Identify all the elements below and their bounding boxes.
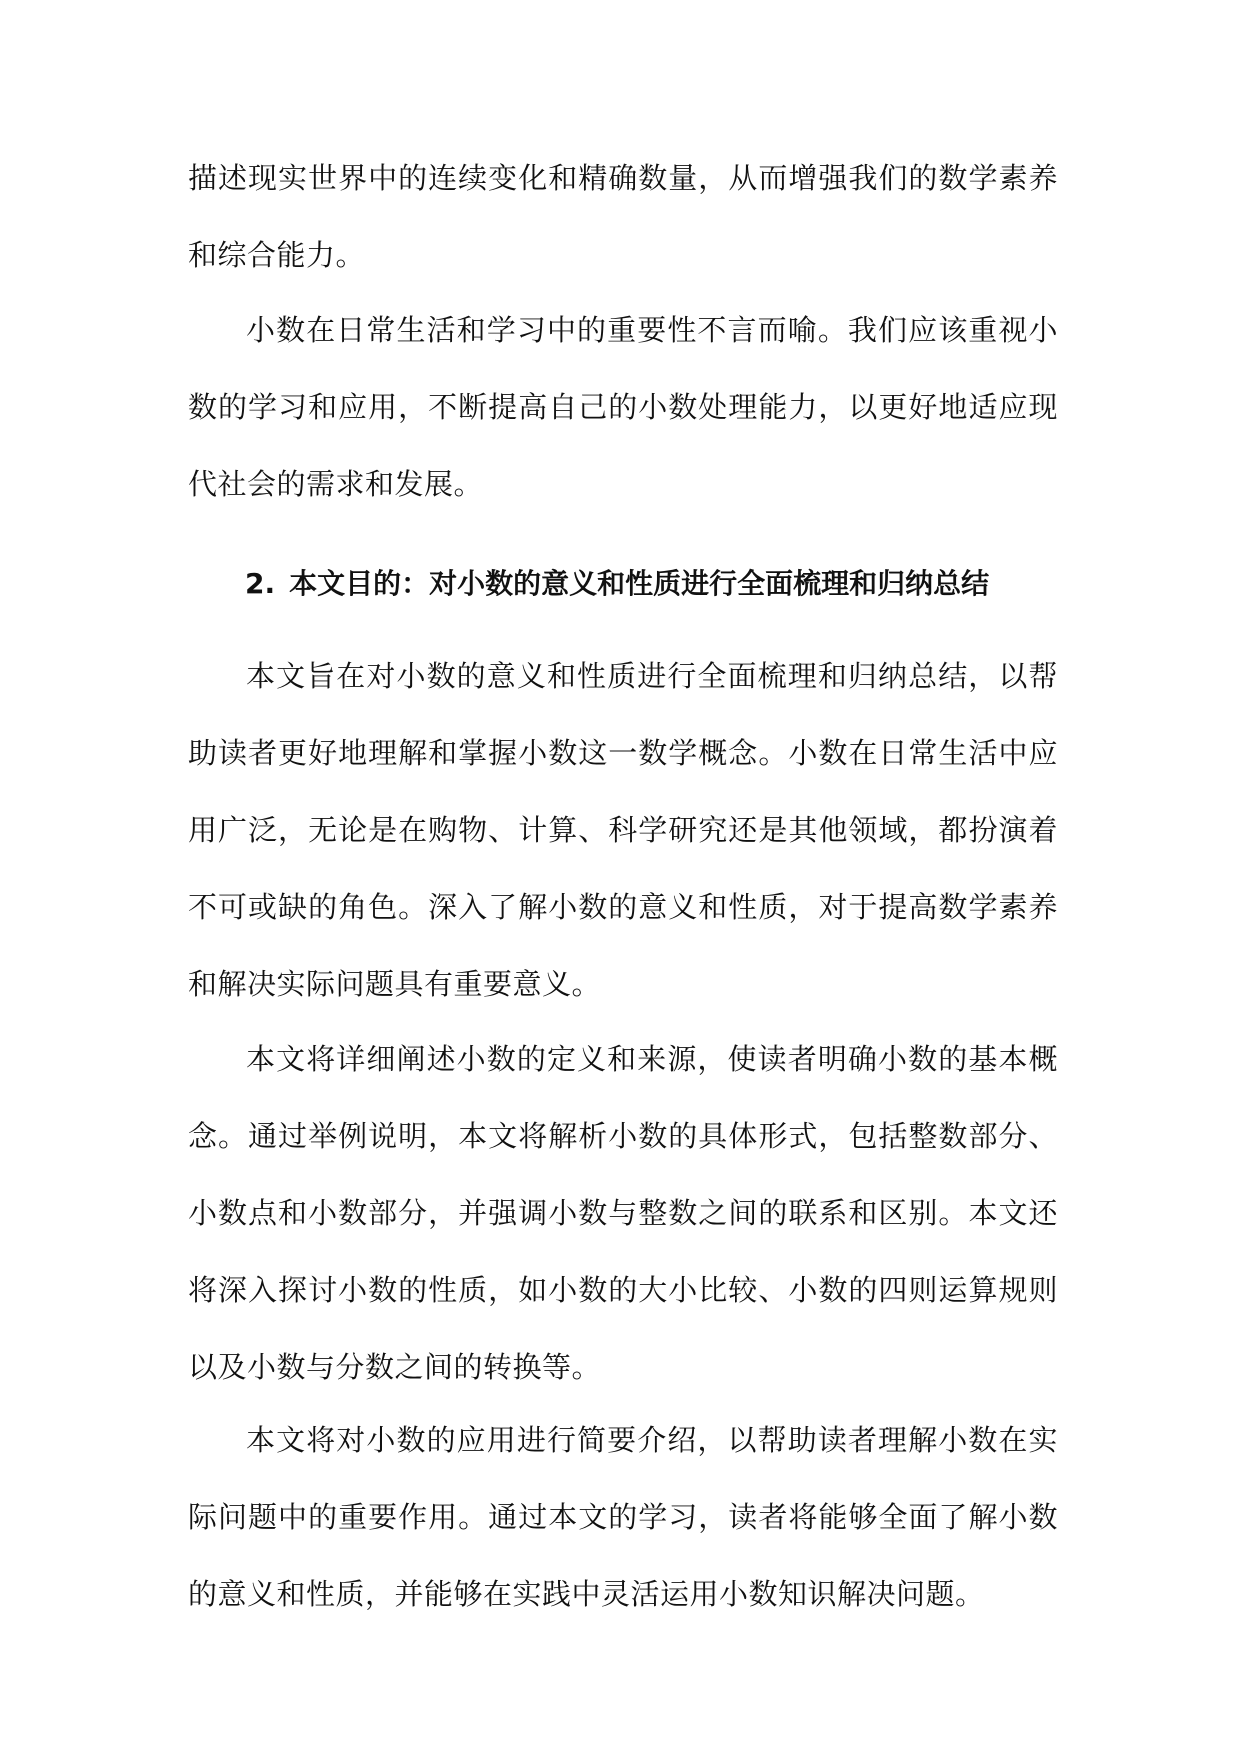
paragraph-content-outline: 本文将详细阐述小数的定义和来源，使读者明确小数的基本概念。通过举例说明，本文将解析小数的具体形式，包括整数部分、小数点和小数部分，并强调小数与整数之间的联系和区别。本文还将深入探讨小数的性质，如小数的大小比较、小数的四则运算规则以及小数与分数之间的转换等。 (188, 1042, 1058, 1384)
paragraph-application: 本文将对小数的应用进行简要介绍，以帮助读者理解小数在实际问题中的重要作用。通过本文的学习，读者将能够全面了解小数的意义和性质，并能够在实践中灵活运用小数知识解决问题。 (188, 1423, 1058, 1611)
section-title: 本文目的：对小数的意义和性质进行全面梳理和归纳总结 (289, 567, 990, 600)
paragraph-purpose: 本文旨在对小数的意义和性质进行全面梳理和归纳总结，以帮助读者更好地理解和掌握小数这一数学概念。小数在日常生活中应用广泛，无论是在购物、计算、科学研究还是其他领域，都扮演着不可或缺的角色。深入了解小数的意义和性质，对于提高数学素养和解决实际问题具有重要意义。 (188, 659, 1058, 1001)
paragraph-continuation: 描述现实世界中的连续变化和精确数量，从而增强我们的数学素养和综合能力。 (188, 161, 1058, 272)
section-number: 2. (245, 567, 276, 600)
section-heading (245, 562, 1065, 606)
paragraph-importance: 小数在日常生活和学习中的重要性不言而喻。我们应该重视小数的学习和应用，不断提高自己的小数处理能力，以更好地适应现代社会的需求和发展。 (188, 313, 1058, 501)
